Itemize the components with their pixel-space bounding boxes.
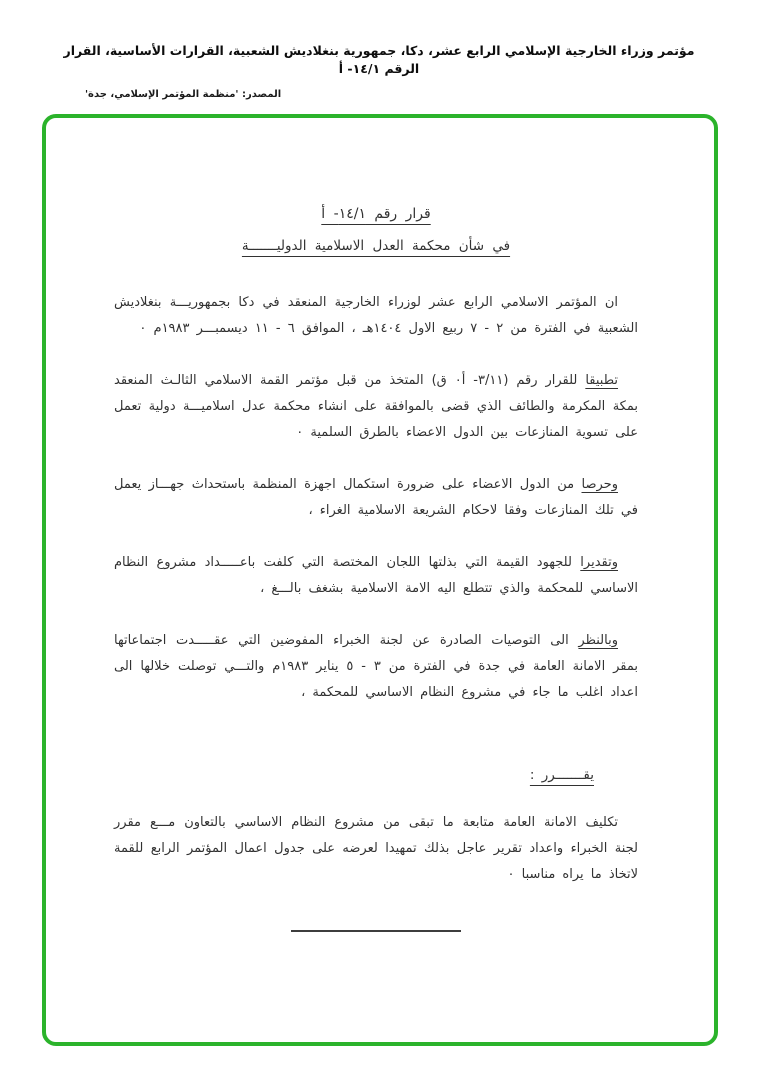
header-citation: مؤتمر وزراء الخارجية الإسلامي الرابع عشر، دكا، جمهورية بنغلاديش الشعبية، القرارات الأساسية، القرار الرقم ١٤/١- أ	[63, 43, 695, 76]
resolution-subtitle: في شأن محكمة العدل الاسلامية الدوليـــــــة	[241, 238, 511, 254]
preamble-paragraph-3	[114, 472, 638, 524]
end-divider	[291, 930, 461, 932]
preamble-paragraph-4	[114, 550, 638, 602]
decision-heading: يقـــــــرر :	[529, 767, 594, 783]
preamble-paragraph-1	[114, 290, 638, 342]
scan-content	[46, 118, 714, 1042]
paragraph-lead: وحرصا	[581, 477, 618, 492]
decision-paragraph: تكليف الامانة العامة متابعة ما تبقى من مشروع النظام الاساسي بالتعاون مـــع مقرر لجنة الخبراء واعداد تقرير عاجل بذلك تمهيدا لعرضه على جدول اعمال المؤتمر الرابع للقمة لاتخاذ ما يراه مناسبا ٠	[114, 815, 638, 882]
paragraph-lead: تطبيقا	[585, 373, 619, 388]
document-header	[0, 42, 758, 100]
preamble-paragraph-5	[114, 628, 638, 706]
scan-border-frame	[42, 114, 718, 1046]
header-source: المصدر: 'منظمة المؤتمر الإسلامي، جدة'	[85, 89, 282, 100]
paragraph-text: للقرار رقم (٣/١١- أ٠ ق) المتخذ من قبل مؤتمر القمة الاسلامي الثالـث المنعقد بمكة المكرمة والطائف الذي قضى بالموافقة على انشاء محكمة عدل اسلاميـــة دولية تعمل على تسوية المنازعات بين الدول الاعضاء بالطرق السلمية ٠	[114, 373, 638, 440]
resolution-title: قرار رقم ١٤/١- أ	[321, 206, 431, 222]
paragraph-text: الى التوصيات الصادرة عن لجنة الخبراء المفوضين التي عقـــــدت اجتماعاتها بمقر الامانة العامة في جدة في الفترة من ٣ - ٥ يناير ١٩٨٣م والتـــي توصلت خلالها الى اعداد اغلب ما جاء في مشروع النظام الاساسي للمحكمة ،	[114, 633, 639, 700]
paragraph-lead: وبالنظر	[578, 633, 618, 648]
paragraph-text: من الدول الاعضاء على ضرورة استكمال اجهزة المنظمة باستحداث جهـــاز يعمل في تلك المنازعات وفقا لاحكام الشريعة الاسلامية الغراء ،	[114, 477, 638, 518]
preamble-paragraph-2	[114, 368, 638, 446]
paragraph-text: ان المؤتمر الاسلامي الرابع عشر لوزراء الخارجية المنعقد في دكا بجمهوريـــة بنغلاديش الشعبية في الفترة من ٢ - ٧ ربيع الاول ١٤٠٤هـ ، الموافق ٦ - ١١ ديسمبـــر ١٩٨٣م ٠	[114, 295, 638, 336]
decision-heading-row	[114, 732, 638, 810]
paragraph-text: للجهود القيمة التي بذلتها اللجان المختصة التي كلفت باعـــــداد مشروع النظام الاساسي للمحكمة والذي تتطلع اليه الامة الاسلامية بشغف بالـــغ ،	[114, 555, 638, 596]
paragraph-lead: وتقديرا	[580, 555, 618, 570]
